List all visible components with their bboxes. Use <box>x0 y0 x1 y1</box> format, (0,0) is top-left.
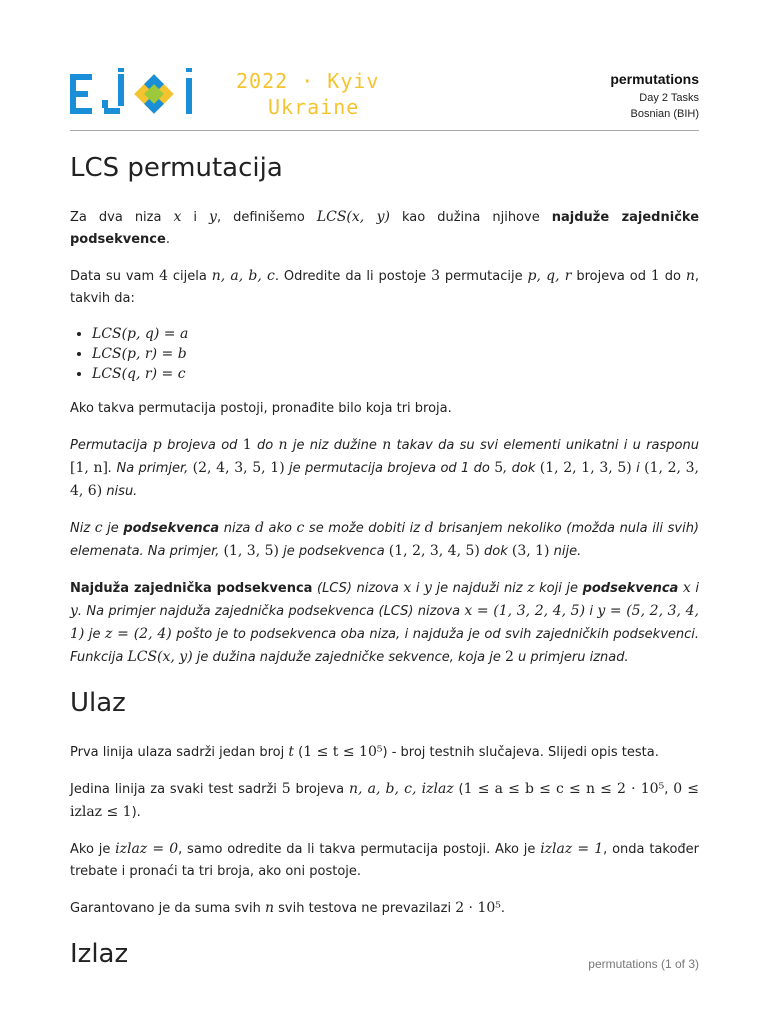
text: Garantovano je da suma svih <box>70 901 265 916</box>
math: y = (5, 2, 3, 4, 1) <box>70 603 699 642</box>
text: . Odredite da li postoje <box>274 269 432 284</box>
text: je podsekvenca <box>278 544 389 559</box>
text: brisanjem nekoliko (možda nula ili svih) elemenata. Na primjer, <box>70 521 699 559</box>
text: , onda također trebate i pronaći ta tri broja, ako oni postoje. <box>70 842 699 879</box>
math: 1 <box>242 437 252 453</box>
intro-paragraph-1 <box>70 206 699 251</box>
permutation-definition <box>70 434 699 503</box>
math: 2 <box>504 649 514 665</box>
bold-term: podsekvenca <box>582 581 679 596</box>
math: x <box>403 580 412 596</box>
text: ). <box>131 805 141 820</box>
text: je najduži niz <box>431 581 528 596</box>
intro-paragraph-2 <box>70 265 699 310</box>
text: je <box>102 521 124 536</box>
text: niza <box>219 521 255 536</box>
text: cijela <box>167 269 212 284</box>
math: x = (1, 3, 2, 4, 5) <box>464 603 586 619</box>
math: p, q, r <box>527 268 572 284</box>
text: dok <box>479 544 512 559</box>
math: n <box>382 437 392 453</box>
text: , dok <box>503 461 540 476</box>
text: brojeva od <box>571 269 651 284</box>
math: 1 ≤ t ≤ 10⁵ <box>303 744 383 760</box>
ejoi-logo <box>70 68 200 116</box>
text: Jedina linija za svaki test sadrži <box>70 782 282 797</box>
text: je <box>84 627 105 642</box>
text: brojeva od <box>161 438 243 453</box>
text: brojeva <box>290 782 349 797</box>
math: y <box>209 209 217 225</box>
math: (2, 4, 3, 5, 1) <box>192 460 285 476</box>
text: Permutacija <box>70 438 153 453</box>
contest-year-city: 2022 · Kyiv <box>236 69 380 93</box>
text: . <box>165 232 170 247</box>
text: . Na primjer, <box>107 461 193 476</box>
math: y <box>424 580 432 596</box>
math: n, a, b, c <box>211 268 275 284</box>
math: izlaz = 0 <box>115 841 179 857</box>
text: Niz <box>70 521 95 536</box>
math: 2 · 10⁵ <box>455 900 501 916</box>
input-paragraph-1 <box>70 741 699 764</box>
text: ) - broj testnih slučajeva. Slijedi opis testa. <box>382 745 659 760</box>
text: , samo odredite da li takva permutacija postoji. Ako je <box>178 842 541 857</box>
math: 3 <box>431 268 441 284</box>
page-title: LCS permutacija <box>70 153 283 183</box>
text: Data su vam <box>70 269 160 284</box>
text: takav da su svi elementi unikatni i u rasponu <box>391 438 699 453</box>
page-header <box>70 64 699 130</box>
text: pošto je to podsekvenca oba niza, i najduža je od svih zajedničkih podsekvenci. Funkcija <box>70 627 700 665</box>
math: x <box>173 209 182 225</box>
math: (1, 3, 5) <box>223 543 279 559</box>
math: 4 <box>159 268 168 284</box>
task-statement <box>70 148 699 992</box>
text: do <box>659 269 686 284</box>
output-heading: Izlaz <box>70 939 129 969</box>
text: ako <box>263 521 297 536</box>
input-paragraph-3 <box>70 838 699 883</box>
math: n <box>264 900 274 916</box>
math: 5 <box>281 781 291 797</box>
condition-formula: LCS(p, q) = a <box>92 326 189 342</box>
math: [1, n] <box>70 460 108 476</box>
math: n <box>278 437 288 453</box>
math: t <box>288 744 295 760</box>
text: . <box>500 901 506 916</box>
task-day: Day 2 Tasks <box>639 92 699 104</box>
text: Prva linija ulaza sadrži jedan broj <box>70 745 289 760</box>
math: (3, 1) <box>511 543 550 559</box>
conditions-list <box>70 324 699 384</box>
text: ( <box>294 745 304 760</box>
text: , takvih da: <box>70 269 699 306</box>
text: do <box>251 438 279 453</box>
text: i <box>411 581 424 596</box>
text: se može dobiti iz <box>304 521 425 536</box>
math: 1 ≤ a ≤ b ≤ c ≤ n ≤ 2 · 10⁵ <box>463 781 665 797</box>
subsequence-definition <box>70 517 699 563</box>
text: ( <box>453 782 464 797</box>
lcs-definition <box>70 577 699 669</box>
math: (1, 2, 3, 4, 6) <box>70 460 700 499</box>
text: i <box>181 210 210 225</box>
text: , definišemo <box>216 210 317 225</box>
text: Za dva niza <box>70 210 174 225</box>
page-footer: permutations (1 of 3) <box>588 957 699 971</box>
math: LCS(x, y) <box>316 209 390 225</box>
task-language: Bosnian (BIH) <box>630 108 699 120</box>
text: je niz dužine <box>287 438 383 453</box>
math: (1, 2, 3, 4, 5) <box>388 543 480 559</box>
text: koji je <box>534 581 583 596</box>
text: kao dužina njihove <box>389 210 552 225</box>
math: y <box>70 603 78 619</box>
bold-term: Najduža zajednička podsekvenca <box>70 581 313 596</box>
text: Ako je <box>70 842 116 857</box>
list-item <box>92 324 699 344</box>
text: , <box>664 782 674 797</box>
text: svih testova ne prevazilazi <box>273 901 456 916</box>
text: permutacije <box>440 269 528 284</box>
math: d <box>254 520 264 536</box>
bold-term: najduže zajedničke podsekvence <box>70 210 700 247</box>
task-meta <box>610 68 699 122</box>
math: 0 ≤ izlaz ≤ 1 <box>70 781 699 820</box>
math: d <box>424 520 434 536</box>
text: je dužina najduže zajedničke sekvence, koja je <box>192 650 505 665</box>
math: c <box>94 520 103 536</box>
text: i <box>690 581 699 596</box>
text: u primjeru iznad. <box>513 650 629 665</box>
math: n, a, b, c, izlaz <box>348 781 454 797</box>
bold-term: podsekvenca <box>123 521 220 536</box>
text: nije. <box>549 544 582 559</box>
math: n <box>685 268 695 284</box>
math: 5 <box>494 460 504 476</box>
math: LCS(x, y) <box>127 649 193 665</box>
text: i <box>585 604 598 619</box>
task-name: permutations <box>610 71 699 87</box>
math: (1, 2, 1, 3, 5) <box>539 460 632 476</box>
condition-formula: LCS(q, r) = c <box>92 366 186 382</box>
text: je permutacija brojeva od 1 do <box>284 461 495 476</box>
contest-country: Ukraine <box>268 95 360 119</box>
math: x <box>682 580 691 596</box>
math: p <box>152 437 162 453</box>
list-item <box>92 364 699 384</box>
text: i <box>631 461 645 476</box>
intro-paragraph-3: Ako takva permutacija postoji, pronađite bilo koja tri broja. <box>70 401 452 416</box>
math: z <box>527 580 535 596</box>
input-paragraph-2 <box>70 778 699 824</box>
math: z = (2, 4) <box>104 626 172 642</box>
text: (LCS) nizova <box>312 581 404 596</box>
text: nisu. <box>102 484 138 499</box>
math: 1 <box>650 268 660 284</box>
condition-formula: LCS(p, r) = b <box>92 346 187 362</box>
math: c <box>296 520 305 536</box>
input-heading: Ulaz <box>70 688 126 718</box>
text: . Na primjer najduža zajednička podsekvenca (LCS) nizova <box>77 604 465 619</box>
header-divider <box>70 130 699 131</box>
list-item <box>92 344 699 364</box>
math: izlaz = 1 <box>540 841 604 857</box>
input-paragraph-4 <box>70 897 699 920</box>
contest-title <box>236 68 379 120</box>
